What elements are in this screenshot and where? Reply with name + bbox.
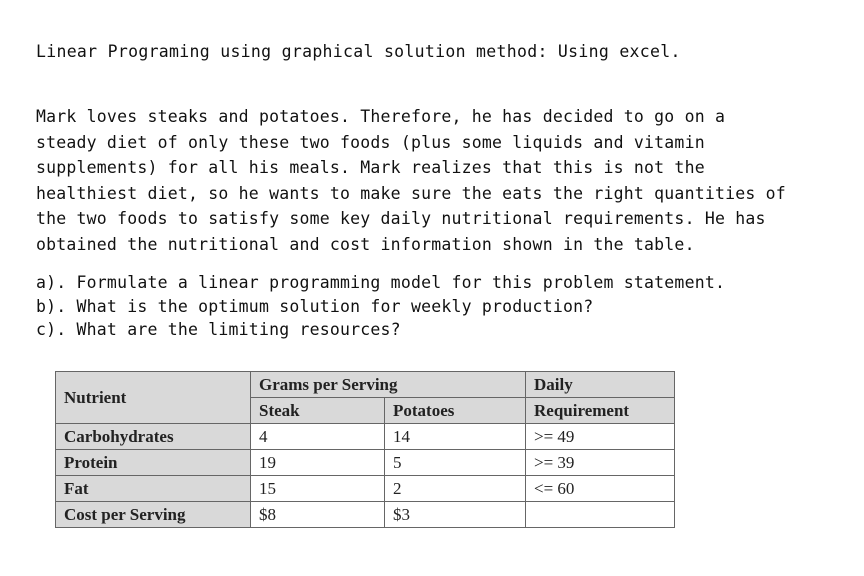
- table-row: [56, 450, 675, 476]
- cell-steak: $8: [251, 502, 385, 528]
- table-row: [56, 424, 675, 450]
- nutrition-table: [55, 371, 675, 528]
- table-row: [56, 502, 675, 528]
- paragraph-line: supplements) for all his meals. Mark realizes that this is not the: [36, 158, 705, 178]
- cell-potatoes: 2: [385, 476, 526, 502]
- cell-steak: 15: [251, 476, 385, 502]
- row-label: Cost per Serving: [56, 502, 251, 528]
- header-daily: Daily: [526, 372, 675, 398]
- header-steak: Steak: [251, 398, 385, 424]
- page-title: Linear Programing using graphical solution method: Using excel.: [36, 42, 681, 61]
- row-label: Fat: [56, 476, 251, 502]
- paragraph-line: the two foods to satisfy some key daily nutritional requirements. He has: [36, 209, 766, 229]
- cell-requirement: >= 49: [526, 424, 675, 450]
- problem-statement: [36, 104, 826, 258]
- cell-steak: 19: [251, 450, 385, 476]
- header-potatoes: Potatoes: [385, 398, 526, 424]
- question-a: a). Formulate a linear programming model for this problem statement.: [36, 273, 726, 292]
- cell-potatoes: $3: [385, 502, 526, 528]
- row-label: Protein: [56, 450, 251, 476]
- table-header-row: [56, 372, 675, 398]
- cell-potatoes: 14: [385, 424, 526, 450]
- paragraph-line: healthiest diet, so he wants to make sure the eats the right quantities of: [36, 183, 786, 203]
- header-requirement: Requirement: [526, 398, 675, 424]
- question-list: [36, 271, 725, 342]
- question-c: c). What are the limiting resources?: [36, 320, 401, 339]
- cell-requirement: >= 39: [526, 450, 675, 476]
- paragraph-line: Mark loves steaks and potatoes. Therefore, he has decided to go on a: [36, 107, 726, 126]
- cell-requirement: <= 60: [526, 476, 675, 502]
- question-b: b). What is the optimum solution for weekly production?: [36, 296, 594, 316]
- paragraph-line: obtained the nutritional and cost information shown in the table.: [36, 234, 695, 254]
- header-grams-per-serving: Grams per Serving: [251, 372, 526, 398]
- table-row: [56, 476, 675, 502]
- cell-potatoes: 5: [385, 450, 526, 476]
- cell-steak: 4: [251, 424, 385, 450]
- header-nutrient: Nutrient: [56, 372, 251, 424]
- cell-requirement: [526, 502, 675, 528]
- row-label: Carbohydrates: [56, 424, 251, 450]
- paragraph-line: steady diet of only these two foods (plus some liquids and vitamin: [36, 132, 705, 152]
